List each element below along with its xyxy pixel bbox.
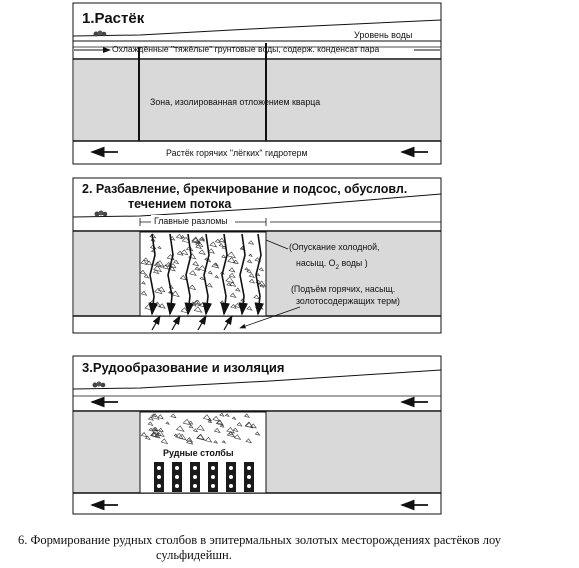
caption-text: Формирование рудных столбов в эпитермальных золотых месторождениях растёков лоу: [30, 533, 501, 547]
ore-nodule: [193, 484, 197, 488]
ore-nodule: [211, 484, 215, 488]
ore-nodule: [229, 484, 233, 488]
ore-nodule: [175, 475, 179, 479]
cooled-waters-label: Охлаждённые "тяжёлые" грунтовые воды, содерж. конденсат пара: [112, 44, 380, 54]
isolated-zone-label: Зона, изолированная отложением кварца: [150, 97, 321, 107]
panel-2-zone-left: [74, 232, 140, 316]
panel-3: [73, 356, 441, 514]
ore-nodule: [211, 466, 215, 470]
ore-nodule: [175, 466, 179, 470]
main-faults-label: Главные разломы: [154, 216, 228, 226]
water-level-label: Уровень воды: [354, 30, 413, 40]
panel-3-zone-right: [266, 412, 440, 493]
panel-3-zone-left: [74, 412, 140, 493]
panel-3-title: 3.Рудообразование и изоляция: [82, 360, 285, 375]
panel-2-title-cont: течением потока: [128, 197, 232, 211]
rise-label: (Подъём горячих, насыщ.: [291, 284, 396, 294]
ore-nodule: [157, 484, 161, 488]
breccia-zone: [140, 232, 266, 316]
ore-nodule: [175, 484, 179, 488]
ore-columns-label: Рудные столбы: [163, 448, 234, 458]
panel-2: [73, 178, 441, 333]
ore-nodule: [193, 475, 197, 479]
panel-1: [73, 3, 441, 164]
panel-1-title: 1.Растёк: [82, 10, 145, 27]
ore-nodule: [157, 475, 161, 479]
descent-label: (Опускание холодной,: [289, 242, 380, 252]
spreading-label: Растёк горячих "лёгких" гидротерм: [166, 148, 308, 158]
rise-label-cont: золотосодержащих терм): [296, 296, 400, 306]
panel-2-title: 2. Разбавление, брекчирование и подсос, обусловл.: [82, 182, 408, 196]
ore-nodule: [211, 475, 215, 479]
ore-nodule: [157, 466, 161, 470]
ore-nodule: [193, 466, 197, 470]
caption-text-cont: сульфидейшн.: [156, 548, 232, 562]
figure-caption: 6. Формирование рудных столбов в эпитермальных золотых месторождениях растёков лоу сульфидейшн.: [18, 533, 566, 563]
descent-label-cont: насыщ. $O_2$ воды ): [296, 258, 368, 271]
ore-nodule: [247, 484, 251, 488]
ore-nodule: [229, 475, 233, 479]
ore-nodule: [247, 475, 251, 479]
ore-nodule: [229, 466, 233, 470]
ore-nodule: [247, 466, 251, 470]
